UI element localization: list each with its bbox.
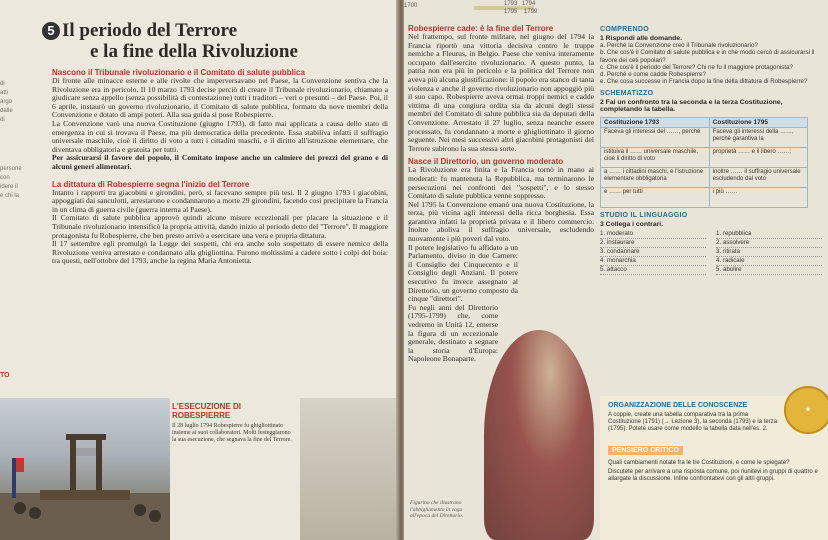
paragraph: Il Comitato di salute pubblica approvò quindi alcune misure eccezionali per placare la situazione e il Tribunale rivoluzionario intensificò la propria attività, dando inizio al periodo detto del "Terrore". Il maggiore protagonista fu Robespierre, che ben presto arrivò a esercitare una vera e propria dittatura. [52, 213, 388, 240]
word-left: 5. attacco [600, 266, 706, 275]
comparison-table [600, 117, 808, 208]
paragraph: Fu negli anni del Direttorio (1795-1799) che, come vedremo in Unità 12, emerse la figura di un eccezionale generale, destinato a segnare la storia d'Europa: Napoleone Bonaparte. [408, 302, 498, 364]
section-heading: Nascono il Tribunale rivoluzionario e il Comitato di salute pubblica [52, 68, 305, 77]
question-item: d. Perché e come cadde Robespierre? [600, 71, 706, 79]
question-item: b. Che cos'è il Comitato di salute pubblica e in che modo cercò di assicurarsi il favore dei ceti popolari? [600, 49, 815, 64]
word-left: 4. monarchia [600, 257, 706, 266]
timeline-label: 1793 [504, 1, 518, 7]
paragraph: La Rivoluzione era finita e la Francia tornò in mano ai moderati: fu mantenuta la Repubblica, ma terminarono le persecuzioni nei confronti dei "sospetti", e lo stesso Comitato di salute pubblica venne soppresso. [408, 165, 594, 201]
section-heading: La dittatura di Robespierre segna l'inizio del Terrore [52, 179, 250, 189]
word-right: 2. assolvere [716, 239, 822, 248]
table-header: Costituzione 1795 [709, 117, 807, 127]
table-cell: i più …… [709, 187, 807, 207]
chapter-title-line1: Il periodo del Terrore [62, 20, 238, 41]
chapter-number-badge: 5 [42, 22, 60, 40]
table-cell: a …… i cittadini maschi, e l'istruzione elementare obbligatoria [601, 167, 710, 187]
table-cell: Faceva gli interessi della ……, perché garantiva la [709, 127, 807, 147]
timeline-label: 1700 [404, 3, 418, 9]
paragraph: Per assicurarsi il favore del popolo, il Comitato impose anche un calmiere dei prezzi del grano e di alcuni generi alimentari. [52, 153, 388, 171]
paragraph: Il potere legislativo fu affidato a un Parlamento, diviso in due Camere: il Consiglio dei Cinquecento e il Consiglio degli Anziani. Il potere esecutivo fu invece assegnato al Direttorio, un governo composto da cinque "direttori". [408, 242, 518, 304]
margin-note: TO [0, 372, 10, 379]
word-right: 4. radicale [716, 257, 822, 266]
timeline-label: 1794 [522, 1, 536, 7]
competence-sticker-icon: ★ [784, 386, 828, 434]
timeline-label: 1795 [504, 9, 518, 15]
margin-note: persone [0, 166, 22, 172]
margin-note: di [0, 117, 5, 123]
margin-note: con [0, 175, 10, 181]
exercise-heading: COMPRENDO [600, 26, 649, 33]
paragraph: Il 17 settembre egli promulgò la Legge dei sospetti, chi era anche solo sospettato di essere nemico della Rivoluzione veniva arrestato e condannato alla ghigliottina. Furono moltissimi a cadere sotto i colpi del boia: tra questi, nell'ottobre del 1793, anche la regina Maria Antonietta. [52, 239, 388, 266]
word-right: 5. abolire [716, 266, 822, 275]
exercise-heading: SCHEMATIZZO [600, 89, 654, 97]
word-left: 3. condannare [600, 248, 706, 257]
section-heading: Robespierre cade: è la fine del Terrore [408, 24, 554, 33]
margin-note: dalle [0, 108, 13, 114]
right-text-column [408, 24, 594, 364]
table-cell: Faceva gli interessi del ……, perché [601, 127, 710, 147]
margin-note: argo [0, 99, 13, 105]
table-cell: proprietà …… e il libero ……; [709, 147, 807, 167]
margin-note: atti [0, 90, 9, 96]
table-row [601, 167, 808, 187]
left-page [0, 0, 398, 540]
table-cell: e …… per tutti [601, 187, 710, 207]
guillotine-scene-image [0, 398, 170, 540]
table-row [601, 187, 808, 207]
word-left: 1. moderato [600, 230, 706, 239]
exercise-question: 3 Collega i contrari. [600, 220, 664, 228]
exercise-question: 1 Rispondi alle domande. [600, 35, 682, 42]
margin-note: e chi la [0, 193, 20, 199]
question-item: c. Che cos'è il periodo del Terrore? Chi ne fu il maggiore protagonista? [600, 63, 793, 71]
margin-note: di [0, 81, 5, 87]
table-header-row [601, 117, 808, 127]
critical-thinking-text: Discutete per arrivare a una risposta comune, poi riunitevi in gruppi di quattro e allargate la discussione. Infine confrontatevi con gli altri gruppi. [608, 469, 818, 482]
org-text: A coppie, create una tabella comparativa tra la prima Costituzione (1791) (→ Lezione 3), la seconda (1793) e la terza (1795). Potete usare come modello la tabella data nell'es. 2. [608, 412, 778, 432]
execution-illustration [0, 398, 170, 540]
question-item: a. Perché la Convenzione creò il Tribunale rivoluzionario? [600, 42, 758, 49]
chapter-title-block [47, 20, 298, 62]
image-caption [172, 402, 292, 444]
org-heading: ORGANIZZAZIONE DELLE CONOSCENZE [608, 402, 748, 409]
critical-thinking-heading: PENSIERO CRITICO [608, 446, 683, 455]
word-right: 1. repubblica [716, 230, 822, 239]
critical-thinking-text: Quali cambiamenti notate fra le tre Costituzioni, e come le spiegate? [608, 460, 790, 466]
directoire-fashion-figures [484, 330, 594, 540]
table-row [601, 147, 808, 167]
timeline-strip [404, 0, 828, 18]
right-page [404, 0, 828, 540]
left-text-column [52, 68, 388, 266]
paragraph: Di fronte alle minacce esterne e alle rivolte che imperversavano nel Paese, la Convenzione sentiva che la Rivoluzione era in pericolo. Il 10 marzo 1793 decise perciò di creare il Tribunale rivoluzionario, chiamato a giudicare senza appello (senza possibilità di contestazione) tutti i traditori – veri o presunti – del Paese. Poi, il 6 aprile, instaurò un governo rivoluzionario, il Comitato di salute pubblica, formato da nove membri della Convenzione e dotato di ampi poteri. Alla sua guida si pose Robespierre. [52, 76, 388, 120]
table-header: Costituzione 1793 [601, 117, 710, 127]
exercise-question: 2 Fai un confronto tra la seconda e la terza Costituzione, completando la tabella. [600, 98, 783, 113]
table-cell: istituiva il …… universale maschile, cioè il diritto di voto [601, 147, 710, 167]
timeline-label: 1799 [524, 9, 538, 15]
caption-title: L'ESECUZIONE DI ROBESPIERRE [172, 402, 242, 420]
chapter-title-line2: e la fine della Rivoluzione [90, 41, 298, 62]
caption-text: Il 28 luglio 1794 Robespierre fu ghigliottinato insieme ai suoi collaboratori. Molti festeggiarono la sua esecuzione, che segnava la fine del Terrore. [172, 423, 292, 443]
exercise-heading: STUDIO IL LINGUAGGIO [600, 211, 688, 219]
table-cell: inoltre …… il suffragio universale escludendo dal voto [709, 167, 807, 187]
paragraph: Nel 1795 la Convenzione emanò una nuova Costituzione, la terza, più vicina agli interessi della ricca borghesia. Essa garantiva infatti la proprietà privata e il libero commercio. Inoltre aboliva il suffragio universale, escludendo nuovamente i più poveri dal voto. [408, 199, 594, 244]
figure-caption: Figurino che illustrano l'abbigliamento in voga all'epoca del Direttorio. [410, 500, 464, 519]
word-left: 2. instaurare [600, 239, 706, 248]
paragraph: Intanto i rapporti tra giacobini e girondini, però, si facevano sempre più tesi. Il 2 giugno 1793 i giacobini, appoggiati dai sanculotti, arrestarono e condannarono a morte 29 girondini, facendo così precipitare la Francia in un clima di guerra civile (guerra interna al Paese). [52, 187, 388, 214]
opposites-grid [600, 230, 822, 275]
question-item: e. Che cosa successe in Francia dopo la fine della dittatura di Robespierre? [600, 78, 808, 86]
paragraph: Nel frattempo, sul fronte militare, nel giugno del 1794 la Francia riportò una vittoria decisiva contro le truppe nemiche a Fleurus, in Belgio. Paese che veniva interamente occupato dall'esercito rivoluzionario. A questo punto, la patria non era più in pericolo e la politica del Terrore non aveva più alcuna giustificazione: il popolo era stanco di tanta violenza e anche il governo rivoluzionario non appoggiò più il suo capo. Robespierre aveva ormai troppi nemici e cadde vittima di una congiura ordita sia da alcuni degli stessi membri del Comitato di salute pubblica sia da deputati della Convenzione. Arrestato il 27 luglio, senza neanche essere processato, fu condannato a morte e ghigliottinato il giorno seguente. Nei mesi successivi altri giacobini protagonisti del Terrore subirono la sua stessa sorte. [408, 32, 594, 153]
table-row [601, 127, 808, 147]
margin-note: idere il [0, 184, 18, 190]
background-illustration [300, 398, 398, 540]
section-heading: Nasce il Direttorio, un governo moderato [408, 157, 564, 167]
word-right: 3. ritirata [716, 248, 822, 257]
exercise-sidebar [600, 26, 822, 436]
paragraph: La Convenzione varò una nuova Costituzione (giugno 1793), di fatto mai applicata a causa dello stato di emergenza in cui si trovava il Paese, ma più democratica della precedente. Essa stabiliva infatti il suffragio universale maschile, cioè il diritto di voto a tutti i cittadini maschi, e il diritto all'istruzione elementare, che diventava obbligatoria e gratuita per tutti. [52, 118, 388, 154]
